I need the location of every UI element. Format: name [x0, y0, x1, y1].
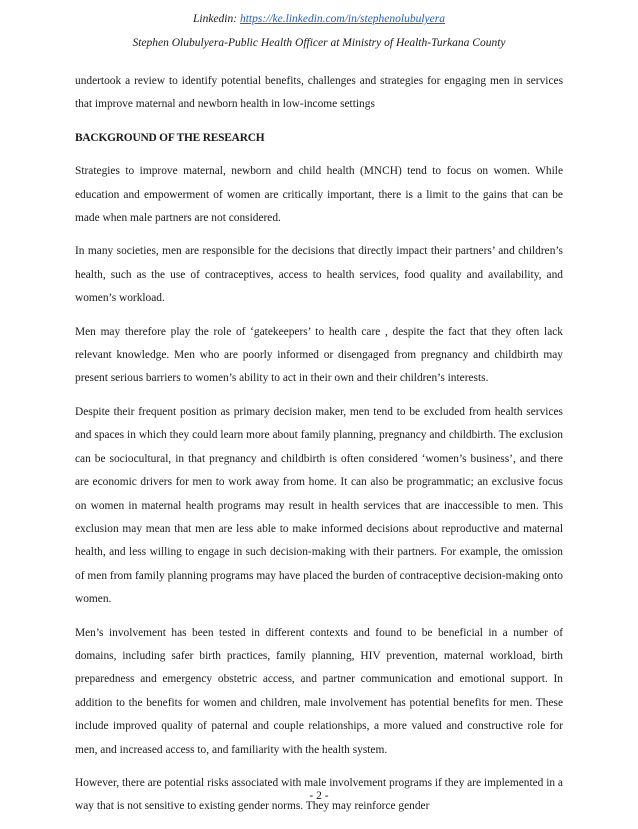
document-body [75, 70, 563, 829]
linkedin-label: Linkedin: [193, 13, 240, 25]
intro-paragraph: undertook a review to identify potential benefits, challenges and strategies for engaging men in services that improve maternal and newborn health in low-income settings [75, 75, 563, 111]
body-paragraph: Men’s involvement has been tested in different contexts and found to be beneficial in a number of domains, including safer birth practices, family planning, HIV prevention, maternal workload, birth preparedness and emergency obstetric access, and partner communication and emotional support. In addition to the benefits for women and children, male involvement has potential benefits for men. These include improved quality of paternal and couple relationships, a more valued and constructive role for men, and increased access to, and familiarity with the health system. [75, 626, 563, 756]
body-paragraph: In many societies, men are responsible for the decisions that directly impact their partners’ and children’s health, such as the use of contraceptives, access to health services, food quality and availability, and women’s workload. [75, 245, 563, 305]
header-linkedin-line [0, 13, 638, 25]
body-paragraph: However, there are potential risks associated with male involvement programs if they are implemented in a way that is not sensitive to existing gender norms. They may reinforce gender [75, 776, 563, 813]
body-paragraph: Strategies to improve maternal, newborn and child health (MNCH) tend to focus on women. While education and empowerment of women are critically important, there is a limit to the gains that can be made when male partners are not considered. [75, 165, 563, 225]
section-heading: BACKGROUND OF THE RESEARCH [75, 131, 265, 144]
linkedin-link[interactable]: https://ke.linkedin.com/in/stephenolubulyera [239, 13, 445, 25]
body-paragraph: Men may therefore play the role of ‘gatekeepers’ to health care , despite the fact that they often lack relevant knowledge. Men who are poorly informed or disengaged from pregnancy and childbirth may present serious barriers to women’s ability to act in their own and their children’s interests. [75, 325, 563, 385]
page-number: - 2 - [309, 790, 329, 802]
header-author-line: Stephen Olubulyera-Public Health Officer at Ministry of Health-Turkana County [132, 37, 506, 49]
body-paragraph: Despite their frequent position as primary decision maker, men tend to be excluded from health services and spaces in which they could learn more about family planning, pregnancy and childbirth. The exclusion can be sociocultural, in that pregnancy and childbirth is often considered ‘women’s business’, and there are economic drivers for men to work away from home. It can also be programmatic; an exclusive focus on women in maternal health programs may result in health services that are inaccessible to men. This exclusion may mean that men are less able to make informed decisions about reproductive and maternal health, and less willing to engage in such decision-making with their partners. For example, the omission of men from family planning programs may have placed the burden of contraceptive decision-making onto women. [75, 405, 563, 606]
